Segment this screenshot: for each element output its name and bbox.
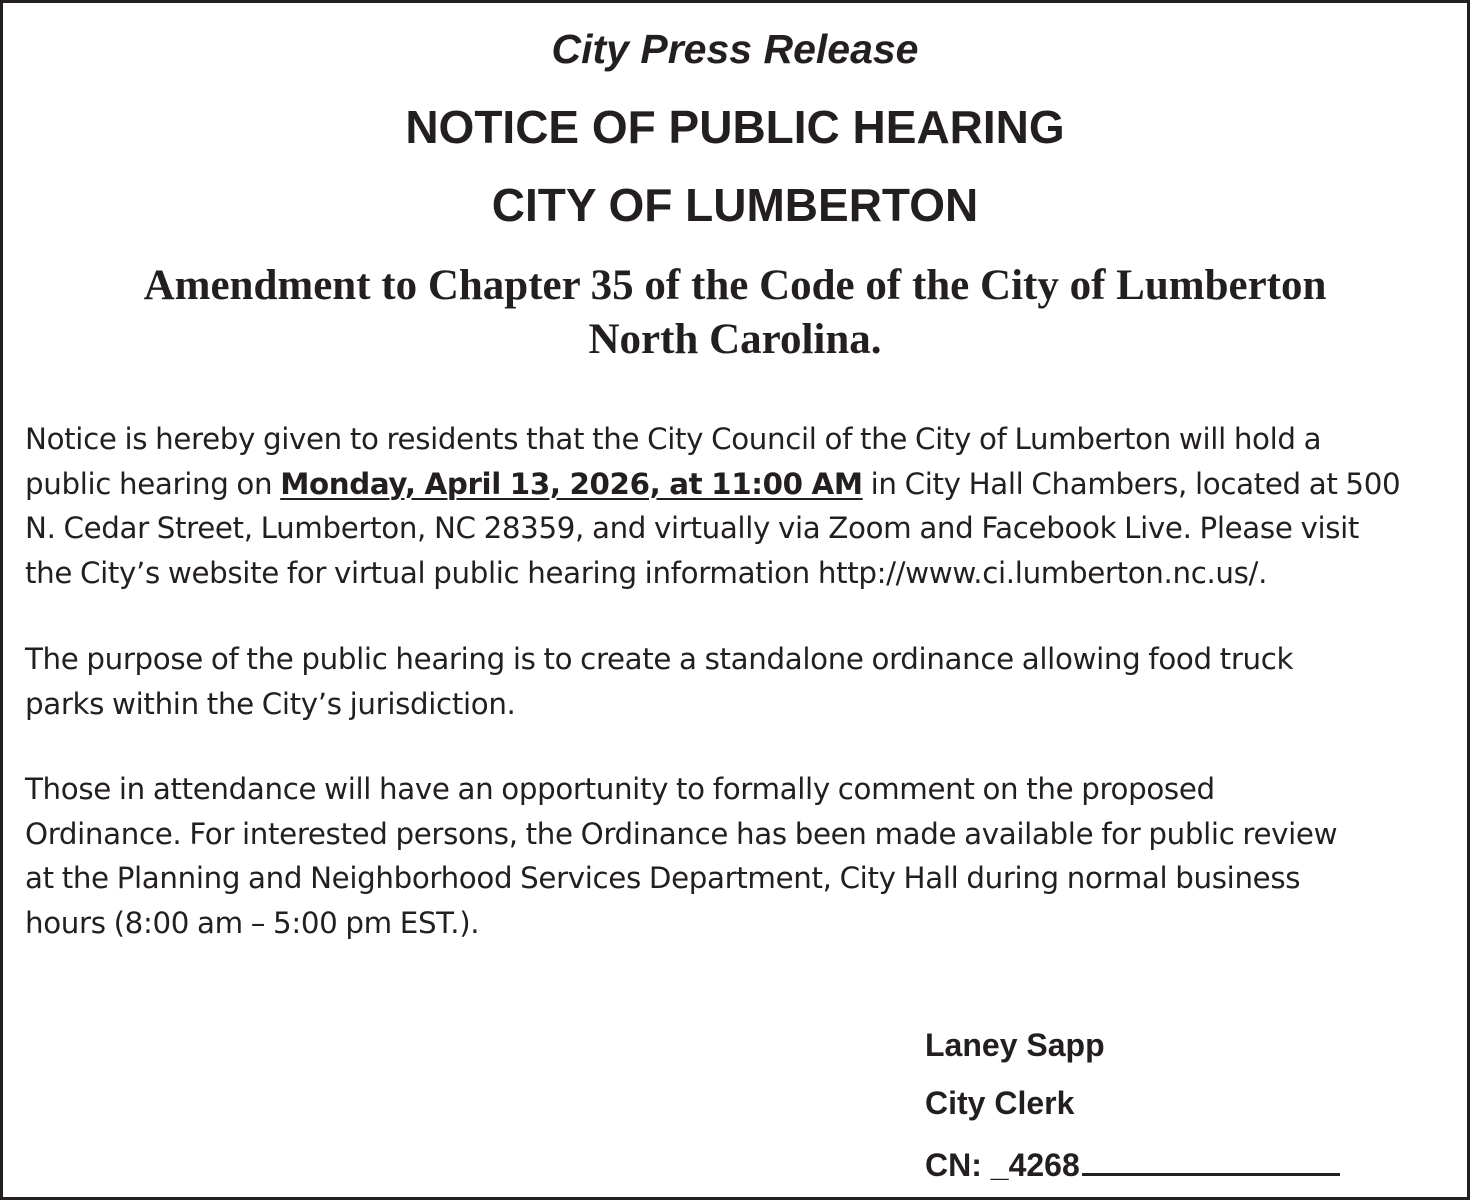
signer-name: Laney Sapp [925,1027,1105,1063]
case-number [925,1141,1340,1185]
purpose-paragraph [25,637,1455,726]
subtitle-line-2: North Carolina. [588,316,882,363]
notice-title: NOTICE OF PUBLIC HEARING [405,101,1065,153]
notice-paragraph [25,417,1455,595]
attendance-paragraph [25,767,1455,945]
paragraph-line: parks within the City’s jurisdiction. [25,686,516,721]
paragraph-line: N. Cedar Street, Lumberton, NC 28359, and virtually via Zoom and Facebook Live. Please visit [25,511,1360,545]
subtitle-line-1: Amendment to Chapter 35 of the Code of the City of Lumberton [143,262,1327,309]
paragraph-line: Ordinance. For interested persons, the Ordinance has been made available for public review [25,816,1338,851]
paragraph-line [25,462,1455,507]
city-title: CITY OF LUMBERTON [491,179,979,231]
paragraph-line: hours (8:00 am – 5:00 pm EST.). [25,905,480,940]
paragraph-line: the City’s website for virtual public hearing information http://www.ci.lumberton.nc.us/. [25,555,1268,590]
paragraph-text: public hearing on [25,466,281,501]
paragraph-line: The purpose of the public hearing is to create a standalone ordinance allowing food truck [25,642,1294,676]
paragraph-text: in City Hall Chambers, located at 500 [862,466,1401,501]
amendment-subtitle [63,259,1407,367]
paragraph-line: Notice is hereby given to residents that the City Council of the City of Lumberton will hold a [25,422,1322,456]
press-release-label: City Press Release [551,26,919,72]
paragraph-line: Those in attendance will have an opportunity to formally comment on the proposed [25,772,1215,806]
paragraph-line: at the Planning and Neighborhood Services Department, City Hall during normal business [25,861,1301,895]
signer-title: City Clerk [925,1085,1075,1121]
case-number-blank-line [1082,1141,1340,1176]
case-number-text: CN: _4268 [925,1147,1080,1183]
hearing-date: Monday, April 13, 2026, at 11:00 AM [280,466,863,501]
